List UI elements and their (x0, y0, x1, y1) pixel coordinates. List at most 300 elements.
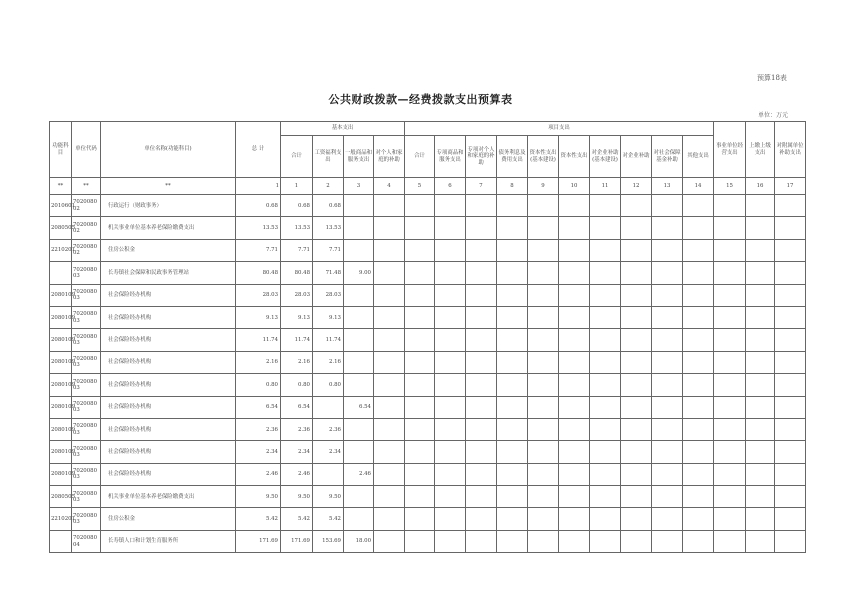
empty-cell (775, 374, 806, 396)
table-row (50, 418, 806, 440)
empty-cell (405, 195, 435, 217)
empty-cell (528, 284, 559, 306)
empty-cell (559, 239, 590, 261)
unit-name-cell: 社会保险经办机构 (101, 441, 236, 463)
empty-cell (559, 396, 590, 418)
wages-cell: 13.53 (313, 217, 344, 239)
empty-cell (497, 262, 528, 284)
empty-cell (683, 396, 714, 418)
total-cell: 13.53 (236, 217, 281, 239)
empty-cell (466, 374, 497, 396)
basic-subtotal-cell: 6.54 (281, 396, 313, 418)
empty-cell (621, 262, 652, 284)
empty-cell (621, 329, 652, 351)
page-title: 公共财政拨款—经费拨款支出预算表 (328, 93, 513, 106)
empty-cell (528, 329, 559, 351)
header-goods: 一般商品和服务支出 (344, 136, 374, 178)
table-row (50, 217, 806, 239)
table-row (50, 463, 806, 485)
unit-code-cell: 7020080 02 (72, 239, 101, 261)
goods-cell (344, 239, 374, 261)
empty-cell (374, 374, 405, 396)
unit-name-cell: 住房公积金 (101, 239, 236, 261)
index-cell: 11 (590, 178, 621, 195)
empty-cell (528, 239, 559, 261)
empty-cell (374, 486, 405, 508)
empty-cell (683, 195, 714, 217)
table-row (50, 351, 806, 373)
empty-cell (652, 217, 683, 239)
unit-code-cell: 7020080 02 (72, 195, 101, 217)
empty-cell (374, 396, 405, 418)
unit-name-cell: 住房公积金 (101, 508, 236, 530)
wages-cell: 9.50 (313, 486, 344, 508)
empty-cell (497, 217, 528, 239)
empty-cell (652, 239, 683, 261)
empty-cell (435, 329, 466, 351)
empty-cell (621, 284, 652, 306)
index-cell: 6 (435, 178, 466, 195)
empty-cell (497, 463, 528, 485)
table-row (50, 329, 806, 351)
index-cell: 2 (313, 178, 344, 195)
empty-cell (652, 195, 683, 217)
empty-cell (374, 262, 405, 284)
empty-cell (621, 486, 652, 508)
empty-cell (775, 306, 806, 328)
empty-cell (621, 374, 652, 396)
wages-cell: 5.42 (313, 508, 344, 530)
budget-table (49, 121, 806, 553)
empty-cell (559, 530, 590, 552)
empty-cell (775, 486, 806, 508)
empty-cell (528, 463, 559, 485)
empty-cell (714, 396, 746, 418)
total-cell: 9.13 (236, 306, 281, 328)
empty-cell (590, 351, 621, 373)
header-project-enterprise: 对企业补助(基本建设) (590, 136, 621, 178)
empty-cell (435, 306, 466, 328)
empty-cell (374, 530, 405, 552)
empty-cell (621, 195, 652, 217)
empty-cell (590, 217, 621, 239)
empty-cell (528, 374, 559, 396)
empty-cell (652, 463, 683, 485)
empty-cell (714, 262, 746, 284)
unit-name-cell: 机关事业单位基本养老保险缴费支出 (101, 486, 236, 508)
empty-cell (435, 262, 466, 284)
empty-cell (652, 486, 683, 508)
unit-code-cell: 7020080 03 (72, 374, 101, 396)
empty-cell (746, 530, 775, 552)
total-cell: 80.48 (236, 262, 281, 284)
func-code-cell (50, 262, 72, 284)
wages-cell: 28.03 (313, 284, 344, 306)
index-cell: 9 (528, 178, 559, 195)
empty-cell (590, 195, 621, 217)
empty-cell (683, 463, 714, 485)
empty-cell (683, 284, 714, 306)
empty-cell (652, 329, 683, 351)
empty-cell (528, 508, 559, 530)
empty-cell (714, 508, 746, 530)
empty-cell (374, 351, 405, 373)
empty-cell (714, 418, 746, 440)
empty-cell (621, 396, 652, 418)
form-number: 预算18表 (757, 74, 787, 82)
basic-subtotal-cell: 11.74 (281, 329, 313, 351)
func-code-cell: 2080109 (50, 306, 72, 328)
empty-cell (405, 441, 435, 463)
basic-subtotal-cell: 2.36 (281, 418, 313, 440)
empty-cell (746, 217, 775, 239)
empty-cell (746, 418, 775, 440)
index-row (50, 178, 806, 195)
empty-cell (775, 284, 806, 306)
empty-cell (405, 239, 435, 261)
empty-cell (746, 463, 775, 485)
table-row (50, 262, 806, 284)
table-row (50, 239, 806, 261)
empty-cell (775, 418, 806, 440)
goods-cell (344, 195, 374, 217)
unit-code-cell: 7020080 03 (72, 486, 101, 508)
empty-cell (374, 239, 405, 261)
empty-cell (435, 239, 466, 261)
empty-cell (435, 418, 466, 440)
empty-cell (559, 418, 590, 440)
empty-cell (466, 195, 497, 217)
empty-cell (405, 351, 435, 373)
basic-subtotal-cell: 13.53 (281, 217, 313, 239)
empty-cell (374, 217, 405, 239)
empty-cell (528, 217, 559, 239)
wages-cell: 2.36 (313, 418, 344, 440)
empty-cell (621, 463, 652, 485)
empty-cell (405, 486, 435, 508)
unit-name-cell: 社会保险经办机构 (101, 284, 236, 306)
index-cell: 4 (374, 178, 405, 195)
empty-cell (746, 284, 775, 306)
empty-cell (528, 486, 559, 508)
unit-code-cell: 7020080 03 (72, 351, 101, 373)
empty-cell (497, 239, 528, 261)
index-cell: 8 (497, 178, 528, 195)
empty-cell (559, 329, 590, 351)
empty-cell (775, 351, 806, 373)
unit-code-cell: 7020080 03 (72, 396, 101, 418)
empty-cell (775, 195, 806, 217)
total-cell: 0.68 (236, 195, 281, 217)
unit-code-cell: 7020080 03 (72, 284, 101, 306)
empty-cell (652, 262, 683, 284)
empty-cell (497, 418, 528, 440)
empty-cell (683, 508, 714, 530)
unit-code-cell: 7020080 03 (72, 329, 101, 351)
empty-cell (621, 217, 652, 239)
empty-cell (746, 239, 775, 261)
func-code-cell: 2210201 (50, 239, 72, 261)
goods-cell: 9.00 (344, 262, 374, 284)
empty-cell (559, 217, 590, 239)
empty-cell (497, 374, 528, 396)
empty-cell (714, 195, 746, 217)
empty-cell (683, 530, 714, 552)
wages-cell: 0.80 (313, 374, 344, 396)
empty-cell (466, 486, 497, 508)
total-cell: 171.69 (236, 530, 281, 552)
total-cell: 6.54 (236, 396, 281, 418)
empty-cell (528, 195, 559, 217)
index-cell: 5 (405, 178, 435, 195)
empty-cell (405, 396, 435, 418)
empty-cell (559, 508, 590, 530)
func-code-cell: 2010601 (50, 195, 72, 217)
empty-cell (405, 418, 435, 440)
unit-name-cell: 长寿镇人口和计划生育服务所 (101, 530, 236, 552)
empty-cell (746, 441, 775, 463)
empty-cell (466, 217, 497, 239)
empty-cell (652, 396, 683, 418)
empty-cell (652, 351, 683, 373)
wages-cell: 0.68 (313, 195, 344, 217)
empty-cell (497, 441, 528, 463)
empty-cell (652, 441, 683, 463)
empty-cell (466, 508, 497, 530)
empty-cell (714, 329, 746, 351)
empty-cell (590, 441, 621, 463)
header-project-personal: 专项对个人和家庭的补助 (466, 136, 497, 178)
empty-cell (528, 396, 559, 418)
empty-cell (405, 217, 435, 239)
empty-cell (652, 530, 683, 552)
empty-cell (528, 351, 559, 373)
header-func-code: 功能科目 (50, 122, 72, 178)
empty-cell (435, 463, 466, 485)
goods-cell (344, 441, 374, 463)
func-code-cell: 2080109 (50, 418, 72, 440)
index-cell: 3 (344, 178, 374, 195)
header-project-social: 对社会保障基金补助 (652, 136, 683, 178)
basic-subtotal-cell: 2.16 (281, 351, 313, 373)
empty-cell (683, 351, 714, 373)
empty-cell (435, 217, 466, 239)
empty-cell (497, 284, 528, 306)
empty-cell (621, 239, 652, 261)
index-cell: 1 (281, 178, 313, 195)
unit-code-cell: 7020080 03 (72, 441, 101, 463)
empty-cell (559, 463, 590, 485)
empty-cell (559, 486, 590, 508)
empty-cell (466, 239, 497, 261)
empty-cell (497, 306, 528, 328)
empty-cell (405, 374, 435, 396)
goods-cell (344, 306, 374, 328)
total-cell: 2.34 (236, 441, 281, 463)
goods-cell (344, 329, 374, 351)
empty-cell (405, 329, 435, 351)
goods-cell (344, 508, 374, 530)
empty-cell (775, 463, 806, 485)
table-row (50, 374, 806, 396)
empty-cell (746, 262, 775, 284)
empty-cell (683, 374, 714, 396)
func-code-cell: 2080109 (50, 441, 72, 463)
empty-cell (435, 351, 466, 373)
unit-code-cell: 7020080 02 (72, 217, 101, 239)
empty-cell (559, 284, 590, 306)
basic-subtotal-cell: 9.13 (281, 306, 313, 328)
empty-cell (714, 374, 746, 396)
wages-cell (313, 463, 344, 485)
header-project-capital-2: 资本性支出 (559, 136, 590, 178)
empty-cell (466, 306, 497, 328)
unit-label: 单位：万元 (758, 112, 789, 119)
empty-cell (466, 463, 497, 485)
empty-cell (652, 508, 683, 530)
empty-cell (466, 530, 497, 552)
empty-cell (435, 441, 466, 463)
empty-cell (528, 441, 559, 463)
empty-cell (590, 306, 621, 328)
unit-name-cell: 社会保险经办机构 (101, 351, 236, 373)
empty-cell (714, 441, 746, 463)
empty-cell (621, 351, 652, 373)
empty-cell (559, 441, 590, 463)
header-project-capital: 资本性支出(基本建设) (528, 136, 559, 178)
empty-cell (528, 418, 559, 440)
empty-cell (683, 262, 714, 284)
empty-cell (590, 530, 621, 552)
wages-cell: 153.69 (313, 530, 344, 552)
table-row (50, 486, 806, 508)
index-cell: ** (101, 178, 236, 195)
header-project: 项目支出 (405, 122, 714, 136)
empty-cell (374, 508, 405, 530)
empty-cell (746, 195, 775, 217)
empty-cell (621, 418, 652, 440)
func-code-cell (50, 530, 72, 552)
header-wages: 工资福利支出 (313, 136, 344, 178)
func-code-cell: 2210201 (50, 508, 72, 530)
unit-code-cell: 7020080 03 (72, 306, 101, 328)
unit-name-cell: 社会保险经办机构 (101, 396, 236, 418)
empty-cell (683, 306, 714, 328)
index-cell: ** (72, 178, 101, 195)
empty-cell (590, 396, 621, 418)
total-cell: 11.74 (236, 329, 281, 351)
total-cell: 28.03 (236, 284, 281, 306)
empty-cell (746, 306, 775, 328)
func-code-cell: 2080109 (50, 284, 72, 306)
empty-cell (374, 329, 405, 351)
empty-cell (590, 239, 621, 261)
empty-cell (405, 262, 435, 284)
empty-cell (683, 239, 714, 261)
empty-cell (374, 306, 405, 328)
goods-cell: 18.00 (344, 530, 374, 552)
basic-subtotal-cell: 0.80 (281, 374, 313, 396)
empty-cell (775, 530, 806, 552)
empty-cell (683, 418, 714, 440)
unit-code-cell: 7020080 03 (72, 463, 101, 485)
empty-cell (528, 306, 559, 328)
header-inst: 事业单位经营支出 (714, 122, 746, 178)
empty-cell (528, 262, 559, 284)
index-cell: 14 (683, 178, 714, 195)
empty-cell (775, 239, 806, 261)
index-cell: 12 (621, 178, 652, 195)
empty-cell (590, 508, 621, 530)
empty-cell (559, 306, 590, 328)
unit-name-cell: 社会保险经办机构 (101, 463, 236, 485)
empty-cell (683, 217, 714, 239)
empty-cell (405, 530, 435, 552)
empty-cell (775, 441, 806, 463)
empty-cell (405, 284, 435, 306)
empty-cell (497, 396, 528, 418)
empty-cell (590, 329, 621, 351)
wages-cell (313, 396, 344, 418)
goods-cell (344, 351, 374, 373)
empty-cell (746, 396, 775, 418)
empty-cell (714, 306, 746, 328)
index-cell: 17 (775, 178, 806, 195)
empty-cell (405, 463, 435, 485)
empty-cell (746, 351, 775, 373)
empty-cell (746, 374, 775, 396)
empty-cell (714, 530, 746, 552)
empty-cell (497, 195, 528, 217)
empty-cell (621, 530, 652, 552)
empty-cell (435, 396, 466, 418)
header-upper: 上缴上级支出 (746, 122, 775, 178)
empty-cell (405, 306, 435, 328)
empty-cell (405, 508, 435, 530)
goods-cell: 6.54 (344, 396, 374, 418)
header-basic: 基本支出 (281, 122, 405, 136)
basic-subtotal-cell: 80.48 (281, 262, 313, 284)
total-cell: 2.46 (236, 463, 281, 485)
wages-cell: 2.16 (313, 351, 344, 373)
func-code-cell: 2080109 (50, 463, 72, 485)
empty-cell (683, 329, 714, 351)
empty-cell (590, 374, 621, 396)
empty-cell (559, 262, 590, 284)
header-unit-name: 单位名称(功能科目) (101, 122, 236, 178)
total-cell: 2.16 (236, 351, 281, 373)
unit-code-cell: 7020080 03 (72, 508, 101, 530)
empty-cell (652, 306, 683, 328)
index-cell: ** (50, 178, 72, 195)
unit-name-cell: 长寿镇社会保障和民政事务管理站 (101, 262, 236, 284)
empty-cell (621, 306, 652, 328)
total-cell: 9.50 (236, 486, 281, 508)
empty-cell (775, 217, 806, 239)
empty-cell (466, 262, 497, 284)
empty-cell (652, 374, 683, 396)
empty-cell (559, 351, 590, 373)
empty-cell (497, 530, 528, 552)
empty-cell (497, 351, 528, 373)
table-row (50, 306, 806, 328)
unit-name-cell: 社会保险经办机构 (101, 329, 236, 351)
goods-cell (344, 486, 374, 508)
func-code-cell: 2080505 (50, 486, 72, 508)
header-project-other: 其他支出 (683, 136, 714, 178)
table-row (50, 195, 806, 217)
unit-code-cell: 7020080 03 (72, 262, 101, 284)
